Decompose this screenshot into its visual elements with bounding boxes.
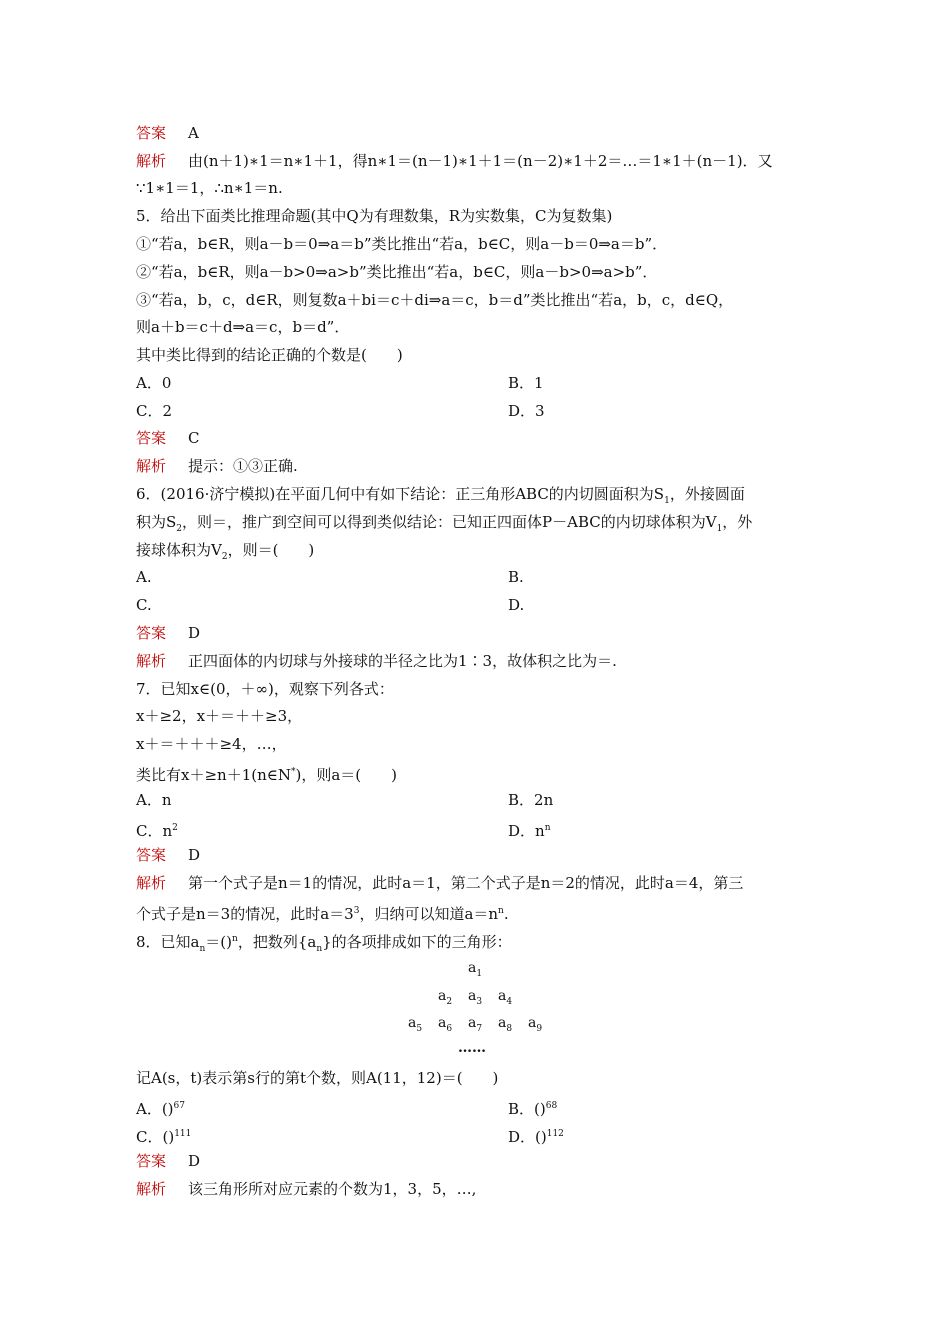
option-b: B．1 bbox=[508, 374, 544, 392]
term-base: a bbox=[438, 988, 447, 1004]
text: D．n bbox=[508, 822, 545, 840]
text: 类比有x＋≥n＋1(n∈N bbox=[136, 766, 291, 784]
question-8-stem bbox=[136, 929, 512, 959]
term-base: a bbox=[438, 1015, 447, 1031]
text: C．() bbox=[136, 1128, 175, 1146]
solution-line bbox=[136, 456, 298, 476]
question-5-stem: 5．给出下面类比推理命题(其中Q为有理数集，R为实数集，C为复数集) bbox=[136, 207, 613, 225]
solution-line bbox=[136, 178, 283, 198]
text: A．() bbox=[136, 1100, 174, 1118]
text: 个式子是n＝3的情况，此时a＝3 bbox=[136, 905, 354, 923]
question-6-stem bbox=[136, 484, 745, 511]
answer-value: D bbox=[188, 846, 201, 864]
superscript: 67 bbox=[173, 1101, 185, 1111]
answer-line bbox=[136, 623, 200, 643]
analysis-label: 解析 bbox=[136, 652, 167, 670]
question-6-line bbox=[136, 512, 752, 539]
superscript: 68 bbox=[545, 1101, 558, 1111]
term-index: 8 bbox=[506, 1023, 513, 1034]
superscript: n bbox=[232, 934, 238, 944]
triangle-term bbox=[438, 987, 452, 1011]
text: D．() bbox=[508, 1128, 547, 1146]
term-base: a bbox=[408, 1015, 417, 1031]
solution-line bbox=[136, 651, 617, 671]
term-base: a bbox=[498, 1015, 507, 1031]
answer-line bbox=[136, 1151, 200, 1171]
superscript: 111 bbox=[174, 1129, 192, 1139]
text: ，则＝( ) bbox=[227, 541, 315, 559]
triangle-ellipsis: …… bbox=[458, 1040, 486, 1056]
triangle-term bbox=[528, 1014, 542, 1038]
term-base: a bbox=[468, 988, 477, 1004]
analysis-label: 解析 bbox=[136, 874, 167, 892]
answer-line bbox=[136, 123, 199, 143]
option-b: B. bbox=[508, 568, 524, 586]
solution-text: ∵1∗1＝1，∴n∗1＝n. bbox=[136, 179, 283, 197]
subscript: n bbox=[316, 944, 323, 954]
text: B．() bbox=[508, 1100, 546, 1118]
option-c: C. bbox=[136, 596, 152, 614]
text: ，则＝，推广到空间可以得到类似结论：已知正四面体P－ABC的内切球体积为V bbox=[182, 513, 717, 531]
superscript: 3 bbox=[353, 906, 360, 916]
answer-line bbox=[136, 428, 199, 448]
term-index: 3 bbox=[476, 996, 483, 1007]
superscript: n bbox=[544, 823, 551, 833]
option-d: D. bbox=[508, 596, 525, 614]
option-a bbox=[136, 1096, 185, 1119]
answer-label: 答案 bbox=[136, 624, 167, 642]
term-index: 1 bbox=[476, 968, 483, 979]
text: ，外接圆面 bbox=[669, 485, 745, 503]
option-a: A．n bbox=[136, 791, 172, 809]
subscript: 2 bbox=[221, 552, 228, 562]
term-index: 6 bbox=[446, 1023, 453, 1034]
term-base: a bbox=[468, 1015, 477, 1031]
option-b bbox=[508, 1096, 557, 1119]
text: ，把数列{a bbox=[237, 933, 317, 951]
text: 积为S bbox=[136, 513, 177, 531]
term-index: 2 bbox=[446, 996, 453, 1007]
option-a: A. bbox=[136, 568, 152, 586]
answer-value: C bbox=[188, 429, 200, 447]
analysis-label: 解析 bbox=[136, 152, 167, 170]
option-d bbox=[508, 1124, 564, 1147]
triangle-term bbox=[408, 1014, 422, 1038]
term-base: a bbox=[528, 1015, 537, 1031]
superscript: n bbox=[498, 906, 504, 916]
question-5-line: ②“若a，b∈R，则a－b>0⇒a>b”类比推出“若a，b∈C，则a－b>0⇒a>b”． bbox=[136, 263, 658, 281]
text: ，外 bbox=[722, 513, 753, 531]
triangle-term bbox=[468, 1014, 482, 1038]
option-d: D．3 bbox=[508, 402, 545, 420]
answer-value: D bbox=[188, 1152, 201, 1170]
answer-label: 答案 bbox=[136, 124, 167, 142]
question-5-line: ③“若a，b，c，d∈R，则复数a＋bi＝c＋di⇒a＝c，b＝d”类比推出“若a，b，c，d∈Q， bbox=[136, 291, 734, 309]
term-base: a bbox=[468, 960, 477, 976]
text: 接球体积为V bbox=[136, 541, 222, 559]
question-7-line: x＋≥2，x＋＝＋＋≥3， bbox=[136, 707, 303, 725]
text: 6．(2016·济宁模拟)在平面几何中有如下结论：正三角形ABC的内切圆面积为S bbox=[136, 485, 665, 503]
question-5-line: 则a＋b＝c＋d⇒a＝c，b＝d”． bbox=[136, 318, 350, 336]
answer-value: D bbox=[188, 624, 201, 642]
option-c bbox=[136, 1124, 191, 1147]
text: C．n bbox=[136, 822, 173, 840]
superscript: 112 bbox=[546, 1129, 564, 1139]
text: ＝() bbox=[205, 933, 233, 951]
solution-line bbox=[136, 151, 773, 171]
option-d bbox=[508, 818, 550, 841]
question-8-line: 记A(s，t)表示第s行的第t个数，则A(11，12)＝( ) bbox=[136, 1069, 499, 1087]
question-5-line: 其中类比得到的结论正确的个数是( ) bbox=[136, 346, 403, 364]
answer-line bbox=[136, 845, 200, 865]
term-base: a bbox=[498, 988, 507, 1004]
solution-text: 正四面体的内切球与外接球的半径之比为1∶3，故体积之比为＝. bbox=[188, 652, 617, 670]
answer-label: 答案 bbox=[136, 846, 167, 864]
term-index: 9 bbox=[536, 1023, 543, 1034]
text: }的各项排成如下的三角形： bbox=[322, 933, 512, 951]
question-5-line: ①“若a，b∈R，则a－b＝0⇒a＝b”类比推出“若a，b∈C，则a－b＝0⇒a＝b”． bbox=[136, 235, 668, 253]
superscript: * bbox=[290, 767, 296, 777]
triangle-term bbox=[438, 1014, 452, 1038]
question-7-line: x＋＝＋＋＋≥4，…， bbox=[136, 735, 287, 753]
analysis-label: 解析 bbox=[136, 457, 167, 475]
option-b: B．2n bbox=[508, 791, 554, 809]
solution-text: 该三角形所对应元素的个数为1，3，5，…, bbox=[188, 1180, 477, 1198]
question-7-line bbox=[136, 762, 397, 785]
subscript: n bbox=[199, 944, 206, 954]
question-6-line bbox=[136, 540, 314, 567]
solution-line bbox=[136, 1179, 476, 1199]
analysis-label: 解析 bbox=[136, 1180, 167, 1198]
solution-text: 由(n＋1)∗1＝n∗1＋1，得n∗1＝(n－1)∗1＋1＝(n－2)∗1＋2＝…＝1∗1＋(n－1)．又 bbox=[188, 152, 773, 170]
solution-line bbox=[136, 901, 509, 924]
solution-line bbox=[136, 873, 743, 893]
triangle-term bbox=[498, 987, 512, 1011]
question-7-stem: 7．已知x∈(0，＋∞)，观察下列各式： bbox=[136, 680, 394, 698]
term-index: 4 bbox=[506, 996, 513, 1007]
subscript: 1 bbox=[664, 496, 670, 506]
answer-value: A bbox=[188, 124, 199, 142]
text: )，则a＝( ) bbox=[295, 766, 397, 784]
option-c bbox=[136, 818, 178, 841]
option-a: A．0 bbox=[136, 374, 172, 392]
triangle-term bbox=[468, 987, 482, 1011]
superscript: 2 bbox=[172, 823, 178, 833]
subscript: 2 bbox=[176, 524, 183, 534]
text: 8．已知a bbox=[136, 933, 200, 951]
text: ，归纳可以知道a＝n bbox=[359, 905, 499, 923]
term-index: 7 bbox=[476, 1023, 483, 1034]
term-index: 5 bbox=[416, 1023, 423, 1034]
answer-label: 答案 bbox=[136, 1152, 167, 1170]
answer-label: 答案 bbox=[136, 429, 167, 447]
text: . bbox=[503, 905, 509, 923]
solution-text: 第一个式子是n＝1的情况，此时a＝1，第二个式子是n＝2的情况，此时a＝4，第三 bbox=[188, 874, 744, 892]
solution-text: 提示：①③正确. bbox=[188, 457, 298, 475]
triangle-term bbox=[468, 959, 482, 983]
subscript: 1 bbox=[716, 524, 723, 534]
option-c: C．2 bbox=[136, 402, 173, 420]
triangle-term bbox=[498, 1014, 512, 1038]
